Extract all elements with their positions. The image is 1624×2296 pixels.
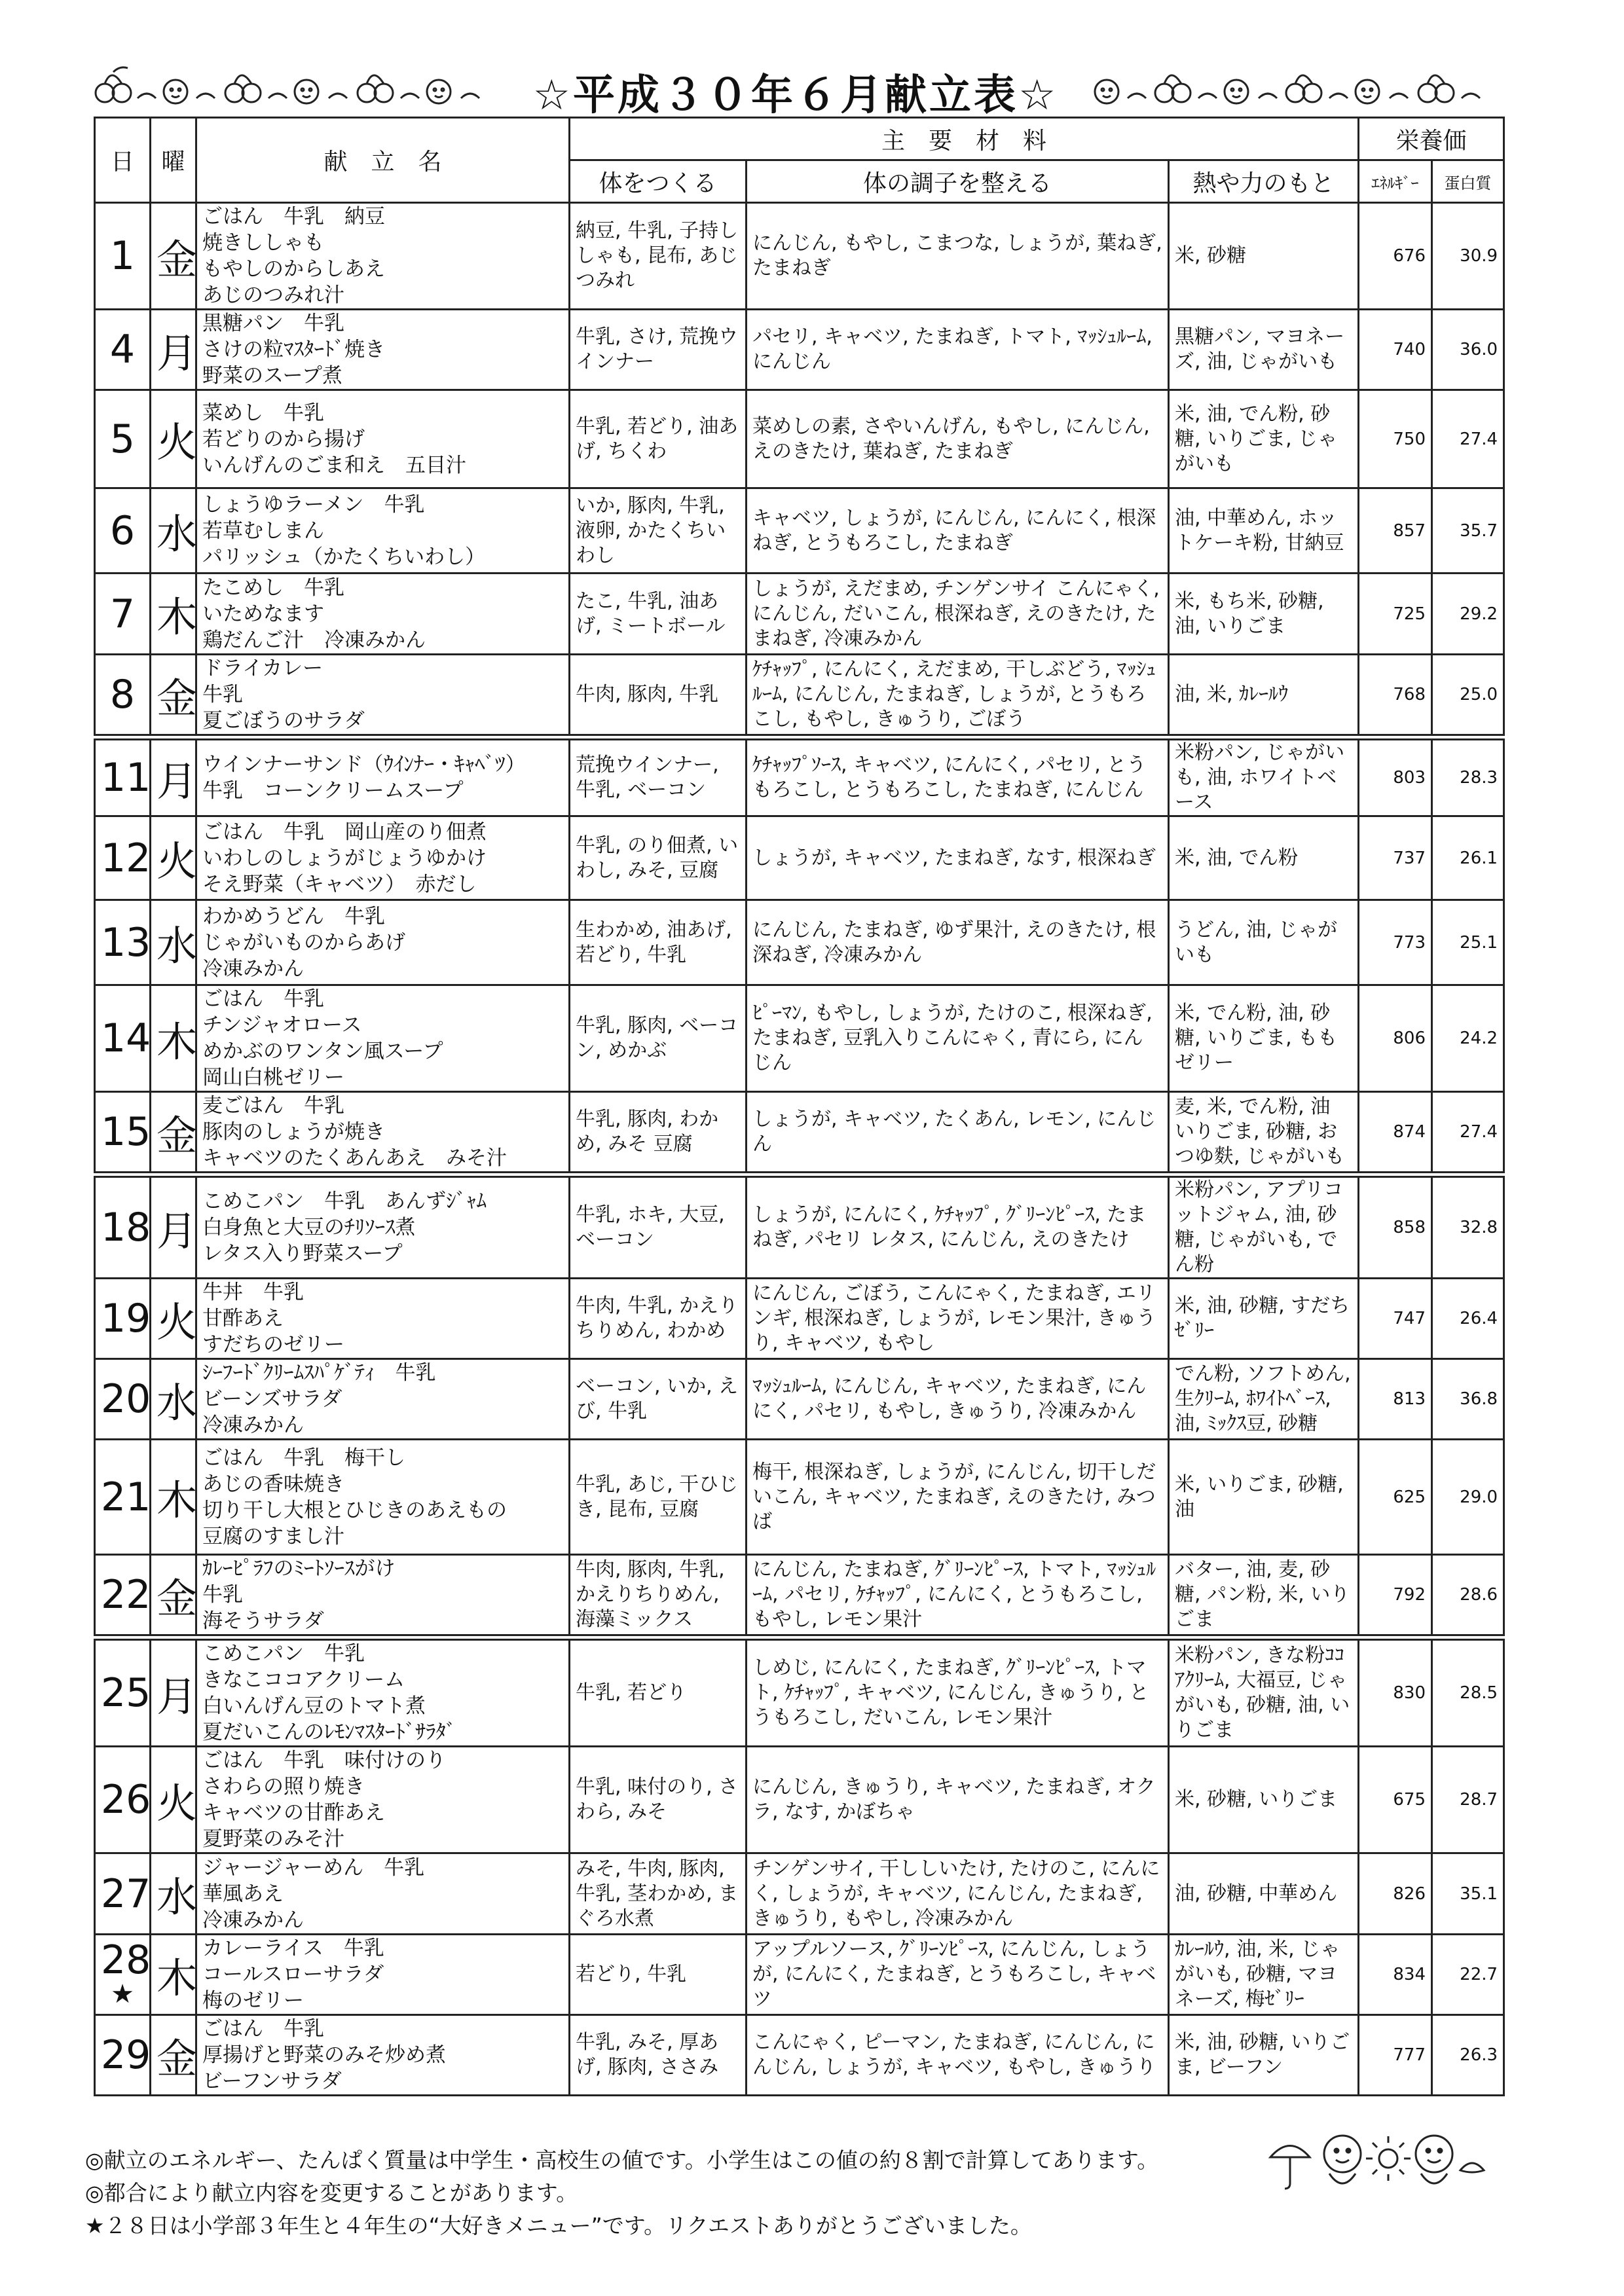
- condition-ingredients-cell: にんじん, たまねぎ, ｸﾞﾘｰﾝﾋﾟｰｽ, トマト, ﾏｯｼｭﾙｰﾑ, パセリ, ｹﾁｬｯﾌﾟ, にんにく, とうもろこし, もやし, レモン果汁: [747, 1555, 1169, 1638]
- energy-source-cell: 米, 砂糖, いりごま: [1169, 1747, 1359, 1853]
- menu-name-cell: ごはん 牛乳 味付けのり さわらの照り焼き キャベツの甘酢あえ 夏野菜のみそ汁: [196, 1747, 570, 1853]
- column-menu-header: 献 立 名: [196, 118, 570, 203]
- day-cell: 29: [95, 2015, 151, 2096]
- energy-source-cell: 米, 油, でん粉: [1169, 816, 1359, 900]
- menu-name-cell: 牛丼 牛乳 甘酢あえ すだちのゼリー: [196, 1279, 570, 1359]
- page-title: ☆平成３０年６月献立表☆: [532, 71, 1059, 120]
- note-change: ◎都合により献立内容を変更することがあります。: [85, 2180, 578, 2206]
- day-cell: 19: [95, 1279, 151, 1359]
- dow-cell: 水: [151, 1853, 196, 1935]
- energy-value-cell: 725: [1359, 574, 1432, 655]
- condition-ingredients-cell: しょうが, キャベツ, たくあん, レモン, にんじん: [747, 1092, 1169, 1175]
- energy-value-cell: 676: [1359, 203, 1432, 310]
- menu-name-cell: こめこパン 牛乳 きなこココアクリーム 白いんげん豆のトマト煮 夏だいこんのﾚﾓﾝﾏｽﾀｰﾄﾞｻﾗﾀﾞ: [196, 1637, 570, 1747]
- table-row: [95, 1279, 1504, 1359]
- day-cell: 8: [95, 655, 151, 738]
- day-cell: 22: [95, 1555, 151, 1638]
- condition-ingredients-cell: アップルソース, ｸﾞﾘｰﾝﾋﾟｰｽ, にんじん, しょうが, にんにく, たまねぎ, とうもろこし, キャベツ: [747, 1935, 1169, 2015]
- table-row: [95, 310, 1504, 390]
- dow-cell: 金: [151, 1555, 196, 1638]
- build-ingredients-cell: 生わかめ, 油あげ, 若どり, 牛乳: [570, 900, 747, 985]
- build-ingredients-cell: 牛乳, 若どり: [570, 1637, 747, 1747]
- energy-source-cell: 米, いりごま, 砂糖, 油: [1169, 1440, 1359, 1555]
- menu-name-cell: ごはん 牛乳 厚揚げと野菜のみそ炒め煮 ビーフンサラダ: [196, 2015, 570, 2096]
- table-row: [95, 574, 1504, 655]
- menu-name-cell: 麦ごはん 牛乳 豚肉のしょうが焼き キャベツのたくあんあえ みそ汁: [196, 1092, 570, 1175]
- table-row: [95, 2015, 1504, 2096]
- table-row: [95, 1637, 1504, 1747]
- energy-value-cell: 874: [1359, 1092, 1432, 1175]
- day-cell: 18: [95, 1175, 151, 1279]
- dow-cell: 月: [151, 310, 196, 390]
- energy-value-cell: 740: [1359, 310, 1432, 390]
- flower-and-cherry-border-icon: [1087, 60, 1506, 113]
- protein-value-cell: 27.4: [1432, 390, 1504, 488]
- condition-ingredients-cell: 梅干, 根深ねぎ, しょうが, にんじん, 切干しだいこん, キャベツ, たまねぎ, えのきたけ, みつば: [747, 1440, 1169, 1555]
- energy-source-cell: 米, 油, 砂糖, いりごま, ビーフン: [1169, 2015, 1359, 2096]
- table-row: [95, 1440, 1504, 1555]
- sun-and-umbrella-mascots-icon: [1264, 2118, 1486, 2216]
- energy-value-cell: 777: [1359, 2015, 1432, 2096]
- column-nutrition-header: 栄養価: [1359, 118, 1504, 160]
- column-build-header: 体をつくる: [570, 160, 747, 203]
- energy-source-cell: ｶﾚｰﾙｳ, 油, 米, じゃがいも, 砂糖, マヨネーズ, 梅ｾﾞﾘｰ: [1169, 1935, 1359, 2015]
- menu-name-cell: ｶﾚｰﾋﾟﾗﾌのﾐｰﾄｿｰｽがけ 牛乳 海そうサラダ: [196, 1555, 570, 1638]
- dow-cell: 木: [151, 985, 196, 1092]
- table-row: [95, 737, 1504, 816]
- build-ingredients-cell: ベーコン, いか, えび, 牛乳: [570, 1359, 747, 1440]
- build-ingredients-cell: 納豆, 牛乳, 子持ししゃも, 昆布, あじつみれ: [570, 203, 747, 310]
- condition-ingredients-cell: しょうが, えだまめ, チンゲンサイ こんにゃく, にんじん, だいこん, 根深ねぎ, えのきたけ, たまねぎ, 冷凍みかん: [747, 574, 1169, 655]
- day-cell: 13: [95, 900, 151, 985]
- table-row: [95, 655, 1504, 738]
- build-ingredients-cell: 牛乳, さけ, 荒挽ウインナー: [570, 310, 747, 390]
- dow-cell: 金: [151, 655, 196, 738]
- menu-name-cell: こめこパン 牛乳 あんずｼﾞｬﾑ 白身魚と大豆のﾁﾘｿｰｽ煮 レタス入り野菜スープ: [196, 1175, 570, 1279]
- protein-value-cell: 36.8: [1432, 1359, 1504, 1440]
- condition-ingredients-cell: ﾏｯｼｭﾙｰﾑ, にんじん, キャベツ, たまねぎ, にんにく, パセリ, もやし, きゅうり, 冷凍みかん: [747, 1359, 1169, 1440]
- energy-source-cell: 麦, 米, でん粉, 油 いりごま, 砂糖, おつゆ麩, じゃがいも: [1169, 1092, 1359, 1175]
- day-cell: 14: [95, 985, 151, 1092]
- protein-value-cell: 32.8: [1432, 1175, 1504, 1279]
- menu-name-cell: カレーライス 牛乳 コールスローサラダ 梅のゼリー: [196, 1935, 570, 2015]
- dow-cell: 木: [151, 1440, 196, 1555]
- day-cell: 11: [95, 737, 151, 816]
- condition-ingredients-cell: にんじん, たまねぎ, ゆず果汁, えのきたけ, 根深ねぎ, 冷凍みかん: [747, 900, 1169, 985]
- dow-cell: 水: [151, 1359, 196, 1440]
- menu-table-body: [95, 203, 1504, 2096]
- condition-ingredients-cell: 菜めしの素, さやいんげん, もやし, にんじん, えのきたけ, 葉ねぎ, たまねぎ: [747, 390, 1169, 488]
- menu-name-cell: ごはん 牛乳 梅干し あじの香味焼き 切り干し大根とひじきのあえもの 豆腐のすまし汁: [196, 1440, 570, 1555]
- build-ingredients-cell: 牛乳, あじ, 干ひじき, 昆布, 豆腐: [570, 1440, 747, 1555]
- energy-value-cell: 768: [1359, 655, 1432, 738]
- protein-value-cell: 36.0: [1432, 310, 1504, 390]
- energy-source-cell: 米粉パン, じゃがいも, 油, ホワイトベース: [1169, 737, 1359, 816]
- dow-cell: 月: [151, 1175, 196, 1279]
- condition-ingredients-cell: ﾋﾟｰﾏﾝ, もやし, しょうが, たけのこ, 根深ねぎ, たまねぎ, 豆乳入りこんにゃく, 青にら, にんじん: [747, 985, 1169, 1092]
- energy-value-cell: 747: [1359, 1279, 1432, 1359]
- energy-source-cell: 米, もち米, 砂糖, 油, いりごま: [1169, 574, 1359, 655]
- build-ingredients-cell: いか, 豚肉, 牛乳, 液卵, かたくちいわし: [570, 488, 747, 574]
- energy-value-cell: 813: [1359, 1359, 1432, 1440]
- table-row: [95, 1359, 1504, 1440]
- protein-value-cell: 28.3: [1432, 737, 1504, 816]
- dow-cell: 月: [151, 1637, 196, 1747]
- notes: [85, 2144, 1329, 2242]
- column-ingredients-header: 主 要 材 料: [570, 118, 1359, 160]
- day-cell: 1: [95, 203, 151, 310]
- energy-source-cell: 油, 中華めん, ホットケーキ粉, 甘納豆: [1169, 488, 1359, 574]
- protein-value-cell: 29.2: [1432, 574, 1504, 655]
- build-ingredients-cell: 牛乳, のり佃煮, いわし, みそ, 豆腐: [570, 816, 747, 900]
- protein-value-cell: 25.1: [1432, 900, 1504, 985]
- dow-cell: 火: [151, 1279, 196, 1359]
- condition-ingredients-cell: しょうが, キャベツ, たまねぎ, なす, 根深ねぎ: [747, 816, 1169, 900]
- table-row: [95, 1555, 1504, 1638]
- day-cell: 15: [95, 1092, 151, 1175]
- condition-ingredients-cell: しょうが, にんにく, ｹﾁｬｯﾌﾟ, ｸﾞﾘｰﾝﾋﾟｰｽ, たまねぎ, パセリ レタス, にんじん, えのきたけ: [747, 1175, 1169, 1279]
- dow-cell: 金: [151, 203, 196, 310]
- energy-value-cell: 858: [1359, 1175, 1432, 1279]
- build-ingredients-cell: 牛肉, 牛乳, かえりちりめん, わかめ: [570, 1279, 747, 1359]
- energy-source-cell: バター, 油, 麦, 砂糖, パン粉, 米, いりごま: [1169, 1555, 1359, 1638]
- dow-cell: 火: [151, 1747, 196, 1853]
- menu-table: [94, 117, 1505, 2096]
- protein-value-cell: 26.1: [1432, 816, 1504, 900]
- energy-source-cell: 米粉パン, アプリコットジャム, 油, 砂糖, じゃがいも, でん粉: [1169, 1175, 1359, 1279]
- build-ingredients-cell: 牛乳, 豚肉, わかめ, みそ 豆腐: [570, 1092, 747, 1175]
- table-row: [95, 985, 1504, 1092]
- column-condition-header: 体の調子を整える: [747, 160, 1169, 203]
- day-cell: 5: [95, 390, 151, 488]
- energy-source-cell: 米, でん粉, 油, 砂糖, いりごま, ももゼリー: [1169, 985, 1359, 1092]
- protein-value-cell: 27.4: [1432, 1092, 1504, 1175]
- day-number: 28: [101, 1937, 151, 1983]
- protein-value-cell: 26.4: [1432, 1279, 1504, 1359]
- dow-cell: 火: [151, 390, 196, 488]
- table-row: [95, 390, 1504, 488]
- dow-cell: 金: [151, 2015, 196, 2096]
- table-row: [95, 1853, 1504, 1935]
- protein-value-cell: 25.0: [1432, 655, 1504, 738]
- energy-value-cell: 826: [1359, 1853, 1432, 1935]
- build-ingredients-cell: 牛肉, 豚肉, 牛乳: [570, 655, 747, 738]
- build-ingredients-cell: たこ, 牛乳, 油あげ, ミートボール: [570, 574, 747, 655]
- energy-value-cell: 857: [1359, 488, 1432, 574]
- page-header: [85, 58, 1506, 118]
- dow-cell: 金: [151, 1092, 196, 1175]
- energy-source-cell: 油, 砂糖, 中華めん: [1169, 1853, 1359, 1935]
- condition-ingredients-cell: ｹﾁｬｯﾌﾟ, にんにく, えだまめ, 干しぶどう, ﾏｯｼｭﾙｰﾑ, にんじん, たまねぎ, しょうが, とうもろこし, もやし, きゅうり, ごぼう: [747, 655, 1169, 738]
- build-ingredients-cell: 若どり, 牛乳: [570, 1935, 747, 2015]
- star-icon: ★: [111, 1979, 134, 2009]
- menu-name-cell: ドライカレー 牛乳 夏ごぼうのサラダ: [196, 655, 570, 738]
- dow-cell: 水: [151, 488, 196, 574]
- menu-name-cell: わかめうどん 牛乳 じゃがいものからあげ 冷凍みかん: [196, 900, 570, 985]
- menu-name-cell: しょうゆラーメン 牛乳 若草むしまん パリッシュ（かたくちいわし）: [196, 488, 570, 574]
- table-row: [95, 900, 1504, 985]
- dow-cell: 木: [151, 574, 196, 655]
- day-cell: 7: [95, 574, 151, 655]
- energy-value-cell: 792: [1359, 1555, 1432, 1638]
- dow-cell: 月: [151, 737, 196, 816]
- column-protein-header: 蛋白質: [1432, 160, 1504, 203]
- menu-name-cell: ごはん 牛乳 岡山産のり佃煮 いわしのしょうがじょうゆかけ そえ野菜（キャベツ） 赤だし: [196, 816, 570, 900]
- protein-value-cell: 35.1: [1432, 1853, 1504, 1935]
- condition-ingredients-cell: パセリ, キャベツ, たまねぎ, トマト, ﾏｯｼｭﾙｰﾑ, にんじん: [747, 310, 1169, 390]
- condition-ingredients-cell: にんじん, もやし, こまつな, しょうが, 葉ねぎ, たまねぎ: [747, 203, 1169, 310]
- energy-source-cell: 米粉パン, きな粉ｺｺｱｸﾘｰﾑ, 大福豆, じゃがいも, 砂糖, 油, いりごま: [1169, 1637, 1359, 1747]
- build-ingredients-cell: 牛乳, ホキ, 大豆, ベーコン: [570, 1175, 747, 1279]
- column-dow-header: 曜: [151, 118, 196, 203]
- energy-value-cell: 834: [1359, 1935, 1432, 2015]
- menu-name-cell: ごはん 牛乳 チンジャオロース めかぶのワンタン風スープ 岡山白桃ゼリー: [196, 985, 570, 1092]
- condition-ingredients-cell: こんにゃく, ピーマン, たまねぎ, にんじん, にんじん, しょうが, キャベツ, もやし, きゅうり: [747, 2015, 1169, 2096]
- energy-value-cell: 803: [1359, 737, 1432, 816]
- note-energy: ◎献立のエネルギー、たんぱく質量は中学生・高校生の値です。小学生はこの値の約８割で計算してあります。: [85, 2147, 1159, 2173]
- protein-value-cell: 24.2: [1432, 985, 1504, 1092]
- menu-name-cell: ジャージャーめん 牛乳 華風あえ 冷凍みかん: [196, 1853, 570, 1935]
- condition-ingredients-cell: ｹﾁｬｯﾌﾟｿｰｽ, キャベツ, にんにく, パセリ, とうもろこし, とうもろこし, たまねぎ, にんじん: [747, 737, 1169, 816]
- dow-cell: 水: [151, 900, 196, 985]
- protein-value-cell: 22.7: [1432, 1935, 1504, 2015]
- condition-ingredients-cell: にんじん, きゅうり, キャベツ, たまねぎ, オクラ, なす, かぼちゃ: [747, 1747, 1169, 1853]
- energy-source-cell: でん粉, ソフトめん, 生ｸﾘｰﾑ, ﾎﾜｲﾄﾍﾞｰｽ, 油, ﾐｯｸｽ豆, 砂糖: [1169, 1359, 1359, 1440]
- energy-source-cell: 米, 油, でん粉, 砂糖, いりごま, じゃがいも: [1169, 390, 1359, 488]
- energy-source-cell: うどん, 油, じゃがいも: [1169, 900, 1359, 985]
- protein-value-cell: 26.3: [1432, 2015, 1504, 2096]
- build-ingredients-cell: 牛肉, 豚肉, 牛乳, かえりちりめん, 海藻ミックス: [570, 1555, 747, 1638]
- build-ingredients-cell: 牛乳, 味付のり, さわら, みそ: [570, 1747, 747, 1853]
- protein-value-cell: 28.6: [1432, 1555, 1504, 1638]
- build-ingredients-cell: 牛乳, 豚肉, ベーコン, めかぶ: [570, 985, 747, 1092]
- column-energy-header: ｴﾈﾙｷﾞｰ: [1359, 160, 1432, 203]
- build-ingredients-cell: 荒挽ウインナー, 牛乳, ベーコン: [570, 737, 747, 816]
- protein-value-cell: 30.9: [1432, 203, 1504, 310]
- dow-cell: 木: [151, 1935, 196, 2015]
- day-cell: 27: [95, 1853, 151, 1935]
- energy-value-cell: 773: [1359, 900, 1432, 985]
- energy-value-cell: 806: [1359, 985, 1432, 1092]
- day-cell: 21: [95, 1440, 151, 1555]
- column-energy-source-header: 熱や力のもと: [1169, 160, 1359, 203]
- protein-value-cell: 28.7: [1432, 1747, 1504, 1853]
- protein-value-cell: 35.7: [1432, 488, 1504, 574]
- menu-name-cell: たこめし 牛乳 いためなます 鶏だんご汁 冷凍みかん: [196, 574, 570, 655]
- day-cell: 12: [95, 816, 151, 900]
- menu-name-cell: 黒糖パン 牛乳 さけの粒ﾏｽﾀｰﾄﾞ焼き 野菜のスープ煮: [196, 310, 570, 390]
- energy-value-cell: 675: [1359, 1747, 1432, 1853]
- energy-source-cell: 油, 米, ｶﾚｰﾙｳ: [1169, 655, 1359, 738]
- build-ingredients-cell: 牛乳, みそ, 厚あげ, 豚肉, ささみ: [570, 2015, 747, 2096]
- day-cell: 26: [95, 1747, 151, 1853]
- table-row: [95, 1175, 1504, 1279]
- protein-value-cell: 28.5: [1432, 1637, 1504, 1747]
- energy-value-cell: 830: [1359, 1637, 1432, 1747]
- day-cell: 20: [95, 1359, 151, 1440]
- table-row: [95, 1092, 1504, 1175]
- condition-ingredients-cell: チンゲンサイ, 干ししいたけ, たけのこ, にんにく, しょうが, キャベツ, にんじん, たまねぎ, きゅうり, もやし, 冷凍みかん: [747, 1853, 1169, 1935]
- condition-ingredients-cell: にんじん, ごぼう, こんにゃく, たまねぎ, エリンギ, 根深ねぎ, しょうが, レモン果汁, きゅうり, キャベツ, もやし: [747, 1279, 1169, 1359]
- energy-value-cell: 625: [1359, 1440, 1432, 1555]
- day-cell: 6: [95, 488, 151, 574]
- note-request: ★２８日は小学部３年生と４年生の“大好きメニュー”です。リクエストありがとうございました。: [85, 2213, 1032, 2238]
- day-cell: 25: [95, 1637, 151, 1747]
- condition-ingredients-cell: キャベツ, しょうが, にんじん, にんにく, 根深ねぎ, とうもろこし, たまねぎ: [747, 488, 1169, 574]
- day-cell: [95, 1935, 151, 2015]
- build-ingredients-cell: みそ, 牛肉, 豚肉, 牛乳, 茎わかめ, まぐろ水煮: [570, 1853, 747, 1935]
- day-cell: 4: [95, 310, 151, 390]
- condition-ingredients-cell: しめじ, にんにく, たまねぎ, ｸﾞﾘｰﾝﾋﾟｰｽ, トマト, ｹﾁｬｯﾌﾟ, キャベツ, にんじん, きゅうり, とうもろこし, だいこん, レモン果汁: [747, 1637, 1169, 1747]
- table-row: [95, 488, 1504, 574]
- energy-value-cell: 737: [1359, 816, 1432, 900]
- menu-name-cell: ｼｰﾌｰﾄﾞｸﾘｰﾑｽﾊﾟｹﾞﾃｨ 牛乳 ビーンズサラダ 冷凍みかん: [196, 1359, 570, 1440]
- energy-source-cell: 米, 砂糖: [1169, 203, 1359, 310]
- energy-source-cell: 黒糖パン, マヨネーズ, 油, じゃがいも: [1169, 310, 1359, 390]
- menu-name-cell: 菜めし 牛乳 若どりのから揚げ いんげんのごま和え 五目汁: [196, 390, 570, 488]
- table-row: [95, 816, 1504, 900]
- dow-cell: 火: [151, 816, 196, 900]
- energy-source-cell: 米, 油, 砂糖, すだちｾﾞﾘｰ: [1169, 1279, 1359, 1359]
- column-day-header: 日: [95, 118, 151, 203]
- protein-value-cell: 29.0: [1432, 1440, 1504, 1555]
- table-row: [95, 1747, 1504, 1853]
- table-row: [95, 203, 1504, 310]
- menu-name-cell: ごはん 牛乳 納豆 焼きししゃも もやしのからしあえ あじのつみれ汁: [196, 203, 570, 310]
- build-ingredients-cell: 牛乳, 若どり, 油あげ, ちくわ: [570, 390, 747, 488]
- table-row: [95, 1935, 1504, 2015]
- menu-name-cell: ウインナーサンド（ｳｲﾝﾅｰ・ｷｬﾍﾞﾂ） 牛乳 コーンクリームスープ: [196, 737, 570, 816]
- energy-value-cell: 750: [1359, 390, 1432, 488]
